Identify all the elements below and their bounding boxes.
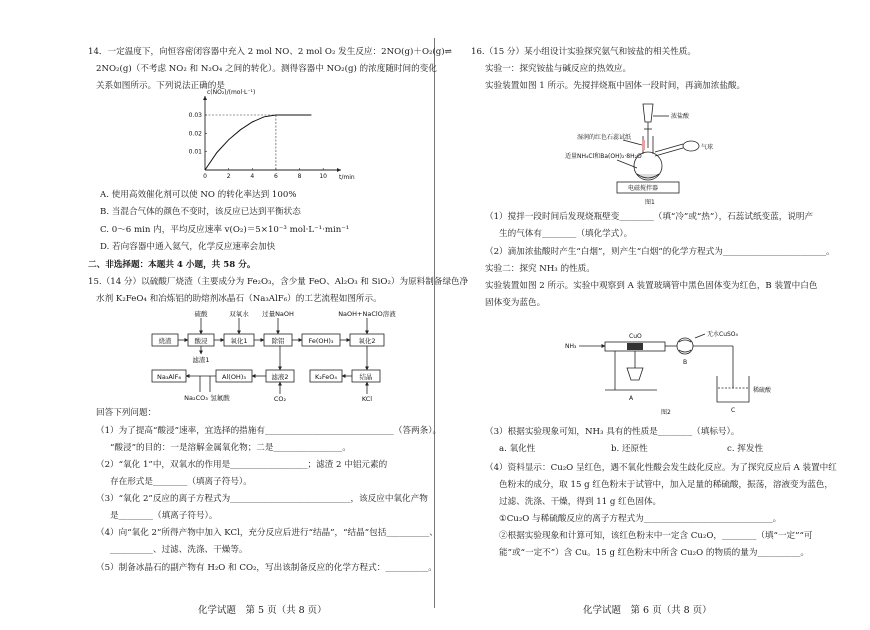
flow-bottom-3: K₂FeO₄ bbox=[315, 373, 337, 381]
q14-chart bbox=[175, 90, 360, 185]
flow-main-1: 酸浸 bbox=[194, 337, 208, 345]
flow-top-3: NaOH+NaClO溶液 bbox=[338, 310, 396, 318]
q16-exp2-desc2: 固体变为蓝色。 bbox=[485, 298, 546, 308]
q16-p4d: ①Cu₂O 与稀硫酸反应的离子方程式为______________________________。 bbox=[499, 514, 782, 524]
balloon-shape bbox=[683, 141, 699, 151]
q16-p3-opt-b: b. 还原性 bbox=[611, 444, 648, 454]
q16-p3-opt-c: c. 挥发性 bbox=[727, 444, 764, 454]
flow-bottom-0: Na₃AlF₆ bbox=[156, 373, 182, 381]
right-footer: 化学试题 第 6 页（共 8 页） bbox=[583, 605, 712, 616]
flow-main-5: 氧化2 bbox=[358, 337, 376, 345]
fig2-label-2: 无水CuSO₄ bbox=[707, 331, 738, 338]
q16-exp2-desc1: 实验装置如图 2 所示。实验中观察到 A 装置玻璃管中黑色固体变为红色，B 装置中白色 bbox=[485, 281, 818, 291]
q15-p5: （5）制备冰晶石的副产物有 H₂O 和 CO₂，写出该制备反应的化学方程式：__________。 bbox=[96, 563, 437, 573]
q15-p1b: “酸浸”的目的：一是溶解金属氧化物；二是________________。 bbox=[110, 443, 351, 453]
q16-line1: 16.（15 分）某小组设计实验探究氨气和铵盐的相关性质。 bbox=[471, 47, 696, 57]
flow-top-2: 过量NaOH bbox=[262, 310, 294, 318]
flow-top-0: 硫酸 bbox=[194, 310, 208, 318]
q16-p4f: 能”或“一定不”）含 Cu。15 g 红色粉末中所含 Cu₂O 的物质的量为__________。 bbox=[499, 548, 810, 558]
q16-p3-opt-a: a. 氧化性 bbox=[499, 444, 536, 454]
fig2-label-4: 稀硫酸 bbox=[753, 387, 772, 394]
flow-side-2: 氢氟酸 bbox=[210, 394, 230, 402]
fig1-label-4: 气球 bbox=[701, 144, 714, 151]
y-tick-label: 0.03 bbox=[188, 112, 202, 119]
q15-p4b: __________、过滤、洗涤、干燥等。 bbox=[110, 545, 248, 555]
fig2-label-3: B bbox=[683, 359, 688, 366]
q14-option-d: D. 若向容器中通入氦气，化学反应速率会加快 bbox=[100, 242, 276, 252]
fig1-label-3: 电磁搅拌器 bbox=[628, 185, 659, 192]
q15-flowchart bbox=[150, 308, 395, 403]
flow-side-0: 滤渣1 bbox=[192, 356, 210, 364]
x-tick-label: 8 bbox=[297, 173, 302, 180]
fig2-caption: 图2 bbox=[661, 409, 671, 416]
q15-p2a: （2）“氧化 1”中，双氧水的作用是__________________；滤渣 2 中铝元素的 bbox=[96, 460, 388, 470]
flow-main-2: 氧化1 bbox=[230, 337, 248, 345]
q14-option-c: C. 0～6 min 内，平均反应速率 v(O₂)＝5×10⁻³ mol·L⁻¹·min⁻¹ bbox=[100, 225, 350, 235]
q14-line1: 14．一定温度下，向恒容密闭容器中充入 2 mol NO、2 mol O₂ 发生反应：2NO(g)＋O₂(g)⇌ bbox=[88, 47, 452, 57]
flow-side-3: CO₂ bbox=[273, 395, 287, 403]
funnel-shape bbox=[643, 104, 653, 122]
fig1-label-2: 适量NH₄Cl和Ba(OH)₂·8H₂O bbox=[565, 153, 642, 160]
fig2-apparatus bbox=[565, 328, 772, 418]
q15-p2b: 存在形式是________（填离子符号）。 bbox=[110, 477, 252, 487]
x-tick-label: 10 bbox=[319, 173, 328, 180]
right-page bbox=[435, 0, 870, 630]
q16-p3: （3）根据实验现象可知，NH₃ 具有的性质是________（填标号）。 bbox=[485, 427, 740, 437]
q14-option-b: B. 当混合气体的颜色不变时，该反应已达到平衡状态 bbox=[100, 207, 301, 217]
q15-p1a: （1）为了提高“酸浸”速率，宜选择的措施有______________________________（答两条）。 bbox=[96, 426, 442, 436]
fig1-label-0: 浓盐酸 bbox=[671, 113, 690, 120]
series-line bbox=[205, 115, 311, 170]
q15-line2: 水剂 K₂FeO₄ 和冶炼铝的助熔剂冰晶石（Na₃AlF₆）的工艺流程如图所示。 bbox=[96, 294, 382, 304]
x-tick-label: 0 bbox=[203, 173, 207, 180]
fig1-caption: 图1 bbox=[645, 199, 655, 206]
flow-main-4: Fe(OH)₃ bbox=[308, 337, 334, 345]
flow-bottom-4: 结晶 bbox=[359, 373, 373, 381]
y-axis-arrow bbox=[203, 96, 207, 100]
q15-line1: 15.（14 分）以硫酸厂烧渣（主要成分为 Fe₂O₃，含少量 FeO、Al₂O₃ 和 SiO₂）为原料制备绿色净 bbox=[88, 277, 469, 287]
q16-p4b: 色粉末的成分，取 15 g 红色粉末于试管中，加入足量的稀硫酸，振荡，溶液变为蓝色， bbox=[499, 480, 834, 490]
fig2-label-5: A bbox=[629, 395, 634, 402]
x-tick-label: 6 bbox=[273, 173, 278, 180]
left-footer: 化学试题 第 5 页（共 8 页） bbox=[198, 605, 327, 616]
flow-side-4: KCl bbox=[361, 395, 373, 403]
flow-side-1: Na₂CO₃ bbox=[184, 394, 208, 402]
flow-bottom-1: Al(OH)₃ bbox=[222, 373, 246, 381]
flow-top-1: 双氧水 bbox=[229, 310, 249, 318]
y-axis-label: c(NO₂)/(mol·L⁻¹) bbox=[207, 89, 256, 96]
x-tick-label: 4 bbox=[250, 173, 255, 180]
q16-p1a: （1）搅拌一段时间后发现烧瓶壁变________（填“冷”或“热”），石蕊试纸变蓝，说明产 bbox=[485, 212, 814, 222]
q16-exp2: 实验二：探究 NH₃ 的性质。 bbox=[485, 264, 595, 274]
fig1-label-1: 湿润的红色石蕊试纸 bbox=[577, 134, 632, 141]
q16-p4e: ②根据实验现象和计算可知，该红色粉末中一定含 Cu₂O，________（填“一定”“可 bbox=[499, 531, 813, 541]
q16-exp1-desc: 实验装置如图 1 所示。先搅拌烧瓶中固体一段时间，再滴加浓盐酸。 bbox=[485, 81, 746, 91]
burner bbox=[627, 368, 643, 380]
x-axis-arrow bbox=[337, 168, 341, 172]
q15-answer-prompt: 回答下列问题： bbox=[96, 408, 157, 418]
x-tick-label: 2 bbox=[226, 173, 231, 180]
flow-main-3: 除铝 bbox=[271, 337, 285, 345]
y-tick-label: 0.02 bbox=[188, 130, 202, 138]
q15-p3b: 是________（填离子符号）。 bbox=[110, 511, 218, 521]
section-2-heading: 二、非选择题：本题共 4 小题，共 58 分。 bbox=[88, 260, 256, 270]
fig1-apparatus bbox=[565, 96, 755, 208]
q16-p1b: 生的气体有________（填化学式）。 bbox=[499, 229, 633, 239]
q14-option-a: A. 使用高效催化剂可以使 NO 的转化率达到 100% bbox=[100, 190, 297, 200]
y-tick-label: 0.01 bbox=[188, 148, 202, 156]
q16-p4a: （4）资料显示：Cu₂O 呈红色，遇不氧化性酸会发生歧化反应。为了探究反应后 A 装置中红 bbox=[485, 463, 837, 473]
q16-exp1: 实验一：探究铵盐与碱反应的热效应。 bbox=[485, 64, 632, 74]
fig2-label-0: NH₃ bbox=[565, 343, 577, 350]
x-axis-label: t/min bbox=[339, 174, 355, 181]
fig2-label-1: CuO bbox=[629, 333, 642, 340]
q16-p4c: 过滤、洗涤、干燥，得到 11 g 红色固体。 bbox=[499, 497, 662, 507]
q14-line2: 2NO₂(g)（不考虑 NO₂ 和 N₂O₄ 之间的转化）。测得容器中 NO₂(g) 的浓度随时间的变化 bbox=[96, 64, 437, 74]
q15-p4a: （4）向“氧化 2”所得产物中加入 KCl，充分反应后进行“结晶”，“结晶”包括__________、 bbox=[96, 528, 438, 538]
q14-line3: 关系如图所示。下列说法正确的是 bbox=[96, 81, 225, 91]
q16-p2: （2）滴加浓盐酸时产生“白烟”，则产生“白烟”的化学方程式为________________________。 bbox=[485, 247, 835, 257]
q15-p3a: （3）“氧化 2”反应的离子方程式为____________________________，该反应中氧化产物 bbox=[96, 494, 428, 504]
flow-main-0: 烧渣 bbox=[158, 337, 172, 345]
flow-bottom-2: 滤液2 bbox=[271, 373, 289, 381]
fig2-label-6: C bbox=[731, 407, 736, 414]
